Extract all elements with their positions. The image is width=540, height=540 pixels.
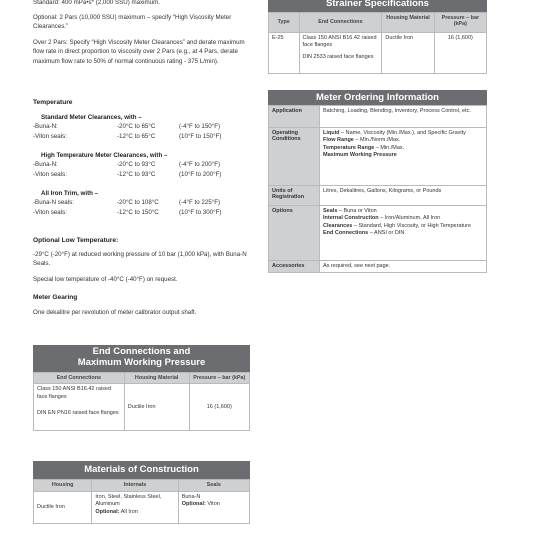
end-connections-title: End Connections and Maximum Working Pressure — [33, 345, 250, 372]
temp-row: -Buna-N: -20°C to 93°C (-4°F to 200°F) — [33, 161, 221, 169]
temp-row: -Viton seals: -12°C to 65°C (10°F to 150°F) — [33, 132, 222, 140]
viscosity-over: Over 2 Pars: Specify “High Viscosity Meter Clearances” and derate maximum flow rate in direct proportion to viscosity over 2 Pars (e.g., at 4 Pars, derate maximum flow rate to 50% of normal continuous rating - 375 L/min). — [33, 39, 245, 65]
application-label: Application — [269, 106, 320, 128]
materials-grid: Housing Internals Seals Ductile Iron Iron, Steel, Stainless Steel, Aluminum Optional: All Iron Buna-N Optional: Viton — [33, 479, 250, 523]
strainer-table — [268, 0, 487, 74]
strainer-housing: Ductile Iron — [382, 33, 434, 74]
pressure-value: 16 (1,600) — [189, 384, 249, 431]
ordering-grid — [268, 105, 487, 273]
ordering-table — [268, 90, 487, 273]
units-value: Litres, Dekalitres, Gallons, Kilograms, or Pounds — [320, 186, 487, 206]
low-temp-special: Special low temperature of -40°C (-40°F) on request. — [33, 276, 178, 283]
units-label: Units of Registration — [269, 186, 320, 206]
temp-row: -Buna-N seals: -20°C to 108°C (-4°F to 225°F) — [33, 199, 221, 207]
end-connections-table — [33, 345, 250, 431]
temperature-heading: Temperature — [33, 99, 73, 106]
connection-din: DIN EN PN16 raised face flanges — [37, 410, 119, 417]
strainer-connection-din: DIN 2533 raised face flanges — [302, 53, 374, 60]
gearing-heading: Meter Gearing — [33, 294, 78, 301]
low-temp-text: -29°C (-20°F) at reduced working pressure of 10 bar (1,000 kPa), with Buna-N Seals. — [33, 251, 247, 268]
temp-group-title: Standard Meter Clearances, with – — [41, 114, 142, 121]
strainer-grid: Type End Connections Housing Material Pressure – bar (kPa) E-25 Class 150 ANSI B16.42 raised face flanges DIN 2533 raised face flanges Ductile Iron 16 (1,600) — [268, 12, 487, 74]
operating-value: Liquid – Name, Viscosity (Min./Max.), and Specific Gravity Flow Range – Min./Norm./Max. Temperature Range – Min./Max. Maximum Working Pressure — [320, 128, 487, 186]
options-value: Seals – Buna or Viton Internal Construction – Iron/Aluminum, All Iron Clearances – Standard, High Viscosity, or High Temperature End Connections – ANSI or DIN — [320, 206, 487, 261]
strainer-pressure: 16 (1,600) — [434, 33, 486, 74]
temp-group-title: High Temperature Meter Clearances, with – — [41, 152, 168, 159]
gearing-text: One dekalitre per revolution of meter calibrator output shaft. — [33, 309, 197, 316]
materials-internals: Iron, Steel, Stainless Steel, Aluminum — [95, 493, 162, 508]
temp-group-high — [33, 151, 255, 179]
temp-group-standard — [33, 113, 255, 141]
temp-row: -Viton seals: -12°C to 93°C (10°F to 200°F) — [33, 170, 222, 178]
temp-group-title: All Iron Trim, with – — [41, 190, 99, 197]
strainer-title: Strainer Specifications — [268, 0, 487, 12]
operating-label: Operating Conditions — [269, 128, 320, 186]
strainer-connection-ansi: Class 150 ANSI B16.42 raised face flanges — [302, 35, 377, 49]
materials-title: Materials of Construction — [33, 461, 250, 479]
viscosity-standard: Standard: 400 mPa•s* (2,000 SSU) maximum. — [33, 0, 161, 6]
housing-material: Ductile Iron — [124, 384, 189, 431]
options-label: Options — [269, 206, 320, 261]
temp-group-iron — [33, 189, 255, 217]
application-value: Batching, Loading, Blending, Inventory, Process Control, etc. — [320, 106, 487, 128]
end-connections-grid: End Connections Housing Material Pressure – bar (kPa) Class 150 ANSI B16.42 raised face flanges DIN EN PN16 raised face flanges Ductile Iron 16 (1,600) — [33, 372, 250, 431]
low-temp-heading: Optional Low Temperature: — [33, 237, 119, 244]
ordering-title: Meter Ordering Information — [268, 90, 487, 105]
temp-row: -Viton seals: -12°C to 150°C (10°F to 300°F) — [33, 208, 222, 216]
materials-housing: Ductile Iron — [34, 491, 92, 523]
accessories-value: As required, see next page. — [320, 261, 487, 273]
connection-ansi: Class 150 ANSI B16.42 raised face flanges — [37, 386, 111, 400]
materials-seals: Buna-N — [181, 493, 201, 500]
viscosity-optional: Optional: 2 Pars (10,000 SSU) maximum – specify “High Viscosity Meter Clearances.” — [33, 14, 232, 31]
temp-row: -Buna-N: -20°C to 65°C (-4°F to 150°F) — [33, 123, 221, 131]
accessories-label: Accessories — [269, 261, 320, 273]
materials-table — [33, 461, 250, 524]
strainer-type: E-25 — [269, 33, 300, 74]
